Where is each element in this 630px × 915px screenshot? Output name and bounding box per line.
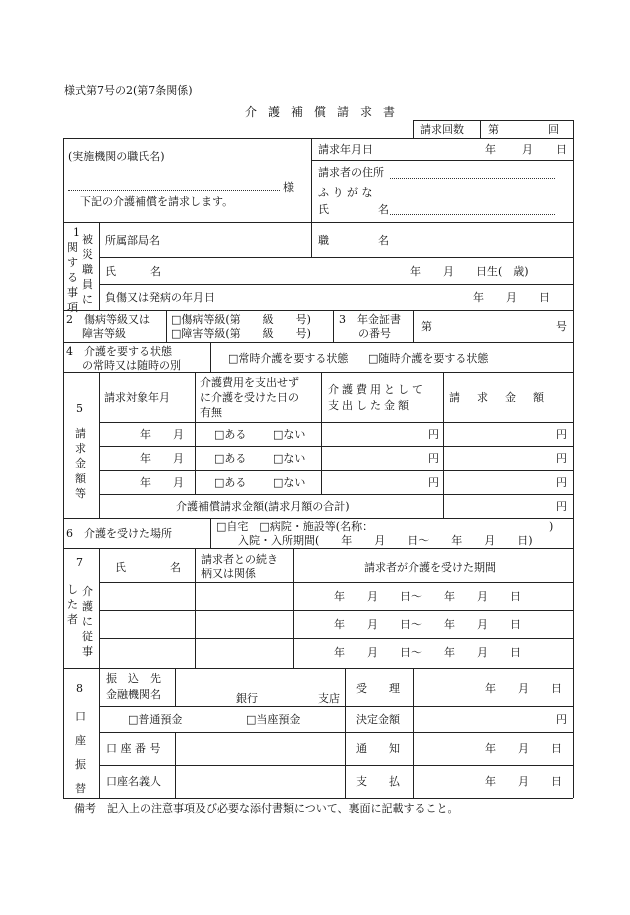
deposit-normal-option: □普通預金 xyxy=(128,713,183,726)
claim-date-label: 請求年月日 xyxy=(318,143,373,156)
victim-name-label: 氏 xyxy=(105,265,116,278)
account-number-label: 口 座 番 号 xyxy=(106,742,161,755)
row1-expense-yen: 円 xyxy=(428,428,439,441)
sec7-side-inner: 介 護 に 従 事 xyxy=(82,585,93,658)
row1-no: □ない xyxy=(273,428,306,441)
col-claim-amount: 請 求 金 額 xyxy=(449,391,547,404)
claim-date-year: 年 xyxy=(485,143,496,156)
sec6-label: 6 介護を受けた場所 xyxy=(66,527,172,540)
form-title: 介護補償請求書 xyxy=(245,105,407,119)
sec5-side: 請 求 金 額 等 xyxy=(75,427,86,500)
remarks: 備考 記入上の注意事項及び必要な添付書類について、裏面に記載すること。 xyxy=(74,802,459,815)
address-label: 請求者の住所 xyxy=(318,166,384,179)
care-place-line1-end: ) xyxy=(549,520,554,533)
notice-label: 通 知 xyxy=(356,742,400,755)
row2-month: 年 月 xyxy=(140,452,184,465)
sec8-side: 口 座 振 替 xyxy=(75,710,86,795)
disease-grade-option: □傷病等級(第 級 号) xyxy=(171,313,311,326)
disability-grade-option: □障害等級(第 級 号) xyxy=(171,327,311,340)
col-expense-2: 支出した金額 xyxy=(328,399,412,412)
care-period-label: 請求者が介護を受けた期間 xyxy=(364,561,496,574)
notice-date: 年 月 日 xyxy=(485,742,562,755)
sec2-label-1: 2 傷病等級又は xyxy=(66,313,150,326)
row3-claim-yen: 円 xyxy=(556,476,567,489)
agency-label: (実施機関の職氏名) xyxy=(68,150,165,163)
claim-count-dai: 第 xyxy=(488,123,499,136)
deposit-current-option: □当座預金 xyxy=(246,713,301,726)
total-claim-label: 介護補償請求金額(請求月額の合計) xyxy=(176,500,350,513)
claim-date-month: 月 xyxy=(522,143,533,156)
sec3-label-1: 3 年金証書 xyxy=(339,313,401,326)
bank-suffix: 銀行 xyxy=(236,692,258,705)
row3-yes: □ある xyxy=(214,476,247,489)
constant-care-option: □常時介護を要する状態 xyxy=(228,352,349,365)
col-target-month: 請求対象年月 xyxy=(104,391,170,404)
request-text: 下記の介護補償を請求します。 xyxy=(80,195,234,208)
claim-count-label: 請求回数 xyxy=(420,123,464,136)
sec3-label-2: の番号 xyxy=(358,327,391,340)
care-place-line2: 入院・入所期間( 年 月 日〜 年 月 日) xyxy=(238,534,533,547)
relation-label-1: 請求者との続き xyxy=(201,553,278,566)
bank-label-1: 振 込 先 xyxy=(106,672,161,685)
row2-claim-yen: 円 xyxy=(556,452,567,465)
sec5-number: 5 xyxy=(76,402,83,415)
row1-yes: □ある xyxy=(214,428,247,441)
col-nurse-1: 介護費用を支出せず xyxy=(200,376,299,389)
payment-label: 支 払 xyxy=(356,775,400,788)
sec8-number: 8 xyxy=(76,682,83,695)
victim-name-label-2: 名 xyxy=(150,265,161,278)
account-holder-label: 口座名義人 xyxy=(106,775,161,788)
col-nurse-2: に介護を受けた日の xyxy=(200,391,299,404)
sec1-side-outer: 関 す る 事 項 xyxy=(67,241,78,314)
birth-date-label: 年 月 日生( 歳) xyxy=(410,265,529,278)
payment-date: 年 月 日 xyxy=(485,775,562,788)
row2-yes: □ある xyxy=(214,452,247,465)
sec1-number: 1 xyxy=(73,226,80,239)
row3-month: 年 月 xyxy=(140,476,184,489)
sec4-label-2: の常時又は随時の別 xyxy=(82,359,181,372)
bank-label-2: 金融機関名 xyxy=(106,688,161,701)
receipt-date: 年 月 日 xyxy=(485,682,562,695)
row2-expense-yen: 円 xyxy=(428,452,439,465)
sec7-number: 7 xyxy=(76,556,83,569)
care-period-row1: 年 月 日〜 年 月 日 xyxy=(334,590,521,603)
form-number: 様式第7号の2(第7条関係) xyxy=(64,84,193,97)
decided-amount-yen: 円 xyxy=(556,713,567,726)
sec1-side-inner: 被 災 職 員 に xyxy=(82,233,93,306)
sec2-label-2: 障害等級 xyxy=(82,327,126,340)
name-label-right: 名 xyxy=(378,203,389,216)
sama-label: 様 xyxy=(283,181,294,194)
care-period-row3: 年 月 日〜 年 月 日 xyxy=(334,646,521,659)
row3-no: □ない xyxy=(273,476,306,489)
col-expense-1: 介護費用として xyxy=(328,383,426,396)
sec4-label-1: 4 介護を要する状態 xyxy=(66,345,172,358)
care-period-row2: 年 月 日〜 年 月 日 xyxy=(334,618,521,631)
caregiver-name-label-2: 名 xyxy=(170,561,181,574)
certificate-dai: 第 xyxy=(421,320,432,333)
department-label: 所属部局名 xyxy=(105,234,160,247)
claim-date-day: 日 xyxy=(556,143,567,156)
branch-suffix: 支店 xyxy=(318,692,340,705)
care-place-line1: □自宅 □病院・施設等(名称： xyxy=(216,520,374,533)
name-label-left: 氏 xyxy=(318,203,329,216)
furigana-label: ふ り が な xyxy=(318,186,373,199)
total-claim-yen: 円 xyxy=(556,500,567,513)
caregiver-name-label: 氏 xyxy=(115,561,126,574)
sec7-side-outer: し た 者 xyxy=(67,583,78,626)
occasional-care-option: □随時介護を要する状態 xyxy=(368,352,489,365)
injury-date-value: 年 月 日 xyxy=(473,291,550,304)
row2-no: □ない xyxy=(273,452,306,465)
row1-month: 年 月 xyxy=(140,428,184,441)
post-label: 職 xyxy=(318,234,329,247)
row3-expense-yen: 円 xyxy=(428,476,439,489)
relation-label-2: 柄又は関係 xyxy=(201,567,256,580)
post-label-2: 名 xyxy=(378,234,389,247)
col-nurse-3: 有無 xyxy=(200,406,222,419)
certificate-go: 号 xyxy=(556,320,567,333)
injury-date-label: 負傷又は発病の年月日 xyxy=(105,291,215,304)
receipt-label: 受 理 xyxy=(356,682,400,695)
decided-amount-label: 決定金額 xyxy=(356,713,400,726)
claim-count-kai: 回 xyxy=(548,123,559,136)
row1-claim-yen: 円 xyxy=(556,428,567,441)
